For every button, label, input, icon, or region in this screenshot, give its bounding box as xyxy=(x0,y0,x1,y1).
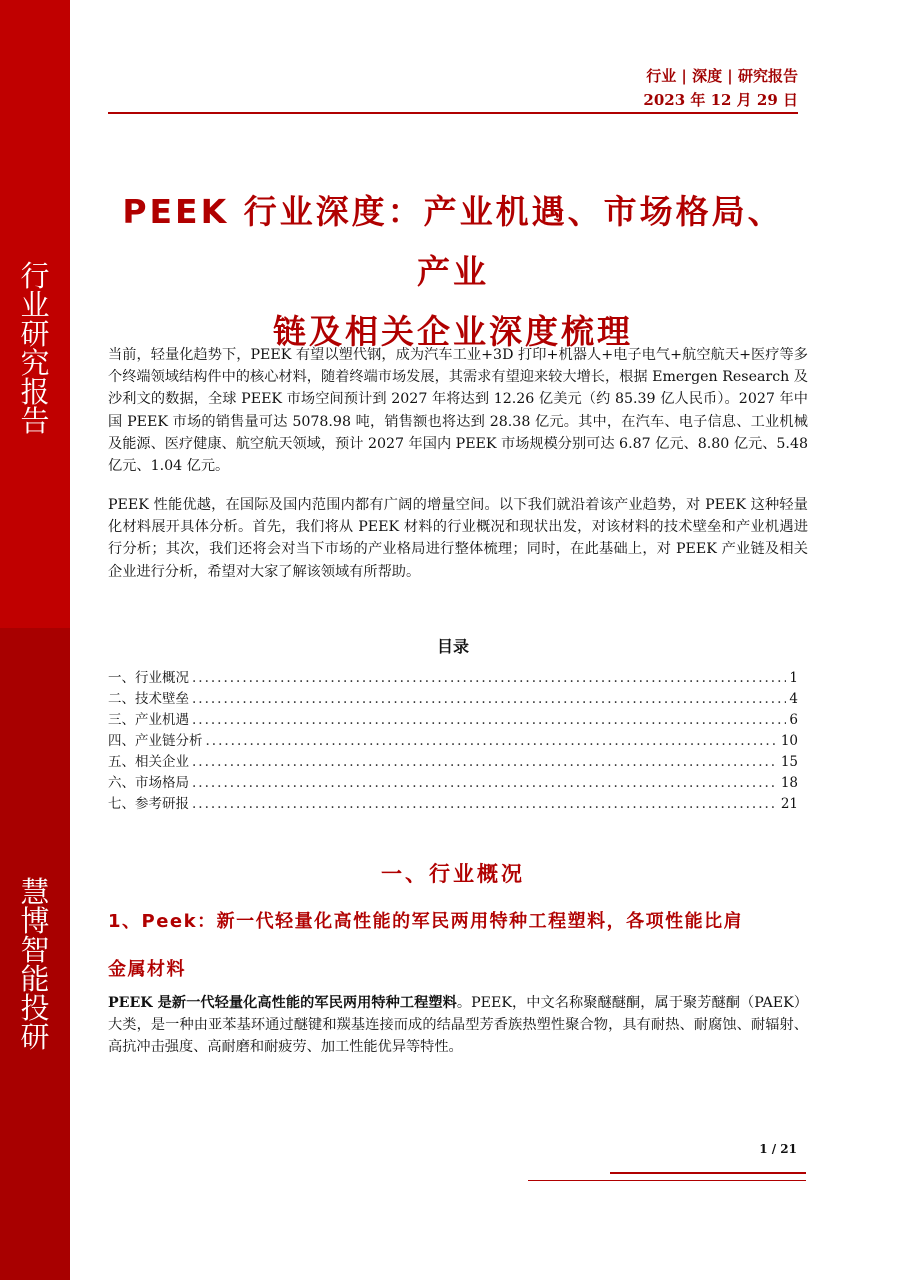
body-paragraph-text: 。PEEK，中文名称聚醚醚酮，属于聚芳醚酮（PAEK）大类，是一种由亚苯基环通过醚键和羰基连接而成的结晶型芳香族热塑性聚合物，具有耐热、耐腐蚀、耐辐射、高抗冲击强度、高耐磨和耐疲劳、加工性能优异等特性。 xyxy=(108,995,808,1056)
toc-entry-label: 三、产业机遇 xyxy=(108,712,189,728)
toc-entry[interactable] xyxy=(108,752,798,773)
toc-leader-dots xyxy=(206,731,778,752)
toc-entry-label: 一、行业概况 xyxy=(108,670,189,686)
toc-leader-dots xyxy=(192,794,778,815)
sidebar-bottom-band xyxy=(0,628,70,1280)
toc-leader-dots xyxy=(192,689,786,710)
toc-leader-dots xyxy=(192,752,778,773)
sidebar-char: 能 xyxy=(20,962,50,996)
table-of-contents xyxy=(108,668,798,815)
body-paragraph xyxy=(108,992,808,1059)
toc-entry-label: 六、市场格局 xyxy=(108,775,189,791)
report-category: 行业 | 深度 | 研究报告 xyxy=(646,67,798,85)
report-header xyxy=(643,64,798,112)
toc-entry[interactable] xyxy=(108,794,798,815)
toc-entry-page: 15 xyxy=(780,754,798,770)
toc-leader-dots xyxy=(192,773,778,794)
sidebar-label-brand xyxy=(0,875,70,1054)
sidebar-top-band xyxy=(0,0,70,628)
report-date: 2023 年 12 月 29 日 xyxy=(643,91,798,109)
footer-divider-thick xyxy=(610,1172,806,1174)
intro-paragraph-2: PEEK 性能优越，在国际及国内范围内都有广阔的增量空间。以下我们就沿着该产业趋势，对 PEEK 这种轻量化材料展开具体分析。首先，我们将从 PEEK 材料的行业概况和现状出发，对该材料的技术壁垒和产业机遇进行分析；其次，我们还将会对当下市场的产业格局进行整体梳理；同时，在此基础上，对 PEEK 产业链及相关企业进行分析，希望对大家了解该领域有所帮助。 xyxy=(108,497,808,580)
sidebar-char: 智 xyxy=(20,933,50,967)
toc-entry-page: 18 xyxy=(780,775,798,791)
sidebar-char: 投 xyxy=(20,991,50,1025)
title-line-2: 链及相关企业深度梳理 xyxy=(273,312,633,351)
title-line-1: PEEK 行业深度：产业机遇、市场格局、产业 xyxy=(122,192,784,291)
toc-leader-dots xyxy=(192,710,786,731)
sidebar-char: 研 xyxy=(20,1020,50,1054)
sidebar-char: 报 xyxy=(20,375,50,409)
toc-entry-page: 4 xyxy=(789,691,798,707)
sidebar-char: 告 xyxy=(20,404,50,438)
sidebar-char: 研 xyxy=(20,317,50,351)
toc-entry-page: 10 xyxy=(780,733,798,749)
document-title xyxy=(108,182,798,362)
toc-entry[interactable] xyxy=(108,731,798,752)
toc-entry-label: 五、相关企业 xyxy=(108,754,189,770)
toc-entry[interactable] xyxy=(108,668,798,689)
header-divider xyxy=(108,112,798,114)
toc-entry-page: 21 xyxy=(780,796,798,812)
sidebar-char: 究 xyxy=(20,346,50,380)
subsection-heading-line-1: 1、Peek：新一代轻量化高性能的军民两用特种工程塑料，各项性能比肩 xyxy=(108,911,744,932)
section-heading: 一、行业概况 xyxy=(381,862,525,886)
toc-entry-label: 四、产业链分析 xyxy=(108,733,203,749)
toc-entry-page: 6 xyxy=(789,712,798,728)
toc-entry-label: 七、参考研报 xyxy=(108,796,189,812)
sidebar-char: 业 xyxy=(20,288,50,322)
sidebar-label-industry-research xyxy=(0,259,70,438)
subsection-heading xyxy=(108,898,808,994)
toc-title: 目录 xyxy=(436,637,469,656)
toc-entry[interactable] xyxy=(108,689,798,710)
toc-entry-page: 1 xyxy=(789,670,798,686)
sidebar-char: 慧 xyxy=(20,875,50,909)
sidebar-char: 行 xyxy=(20,259,50,293)
body-paragraph-lead: PEEK 是新一代轻量化高性能的军民两用特种工程塑料 xyxy=(108,995,457,1011)
footer-divider-thin xyxy=(528,1180,806,1181)
toc-leader-dots xyxy=(192,668,786,689)
toc-entry[interactable] xyxy=(108,773,798,794)
toc-entry-label: 二、技术壁垒 xyxy=(108,691,189,707)
intro-paragraph-1: 当前，轻量化趋势下，PEEK 有望以塑代钢，成为汽车工业+3D 打印+机器人+电子电气+航空航天+医疗等多个终端领域结构件中的核心材料，随着终端市场发展，其需求有望迎来较大增长，根据 Emergen Research 及沙利文的数据，全球 PEEK 市场空间预计到 2027 年将达到 12.26 亿美元（约 85.39 亿人民币）。2027 年中国 PEEK 市场的销售量可达 5078.98 吨，销售额也将达到 28.38 亿元。其中，在汽车、电子信息、工业机械及能源、医疗健康、航空航天领域，预计 2027 年国内 PEEK 市场规模分别可达 6.87 亿元、8.80 亿元、5.48 亿元、1.04 亿元。 xyxy=(108,347,808,475)
sidebar-char: 博 xyxy=(20,904,50,938)
page-indicator: 1 / 21 xyxy=(759,1142,797,1156)
toc-entry[interactable] xyxy=(108,710,798,731)
subsection-heading-line-2: 金属材料 xyxy=(108,959,186,980)
